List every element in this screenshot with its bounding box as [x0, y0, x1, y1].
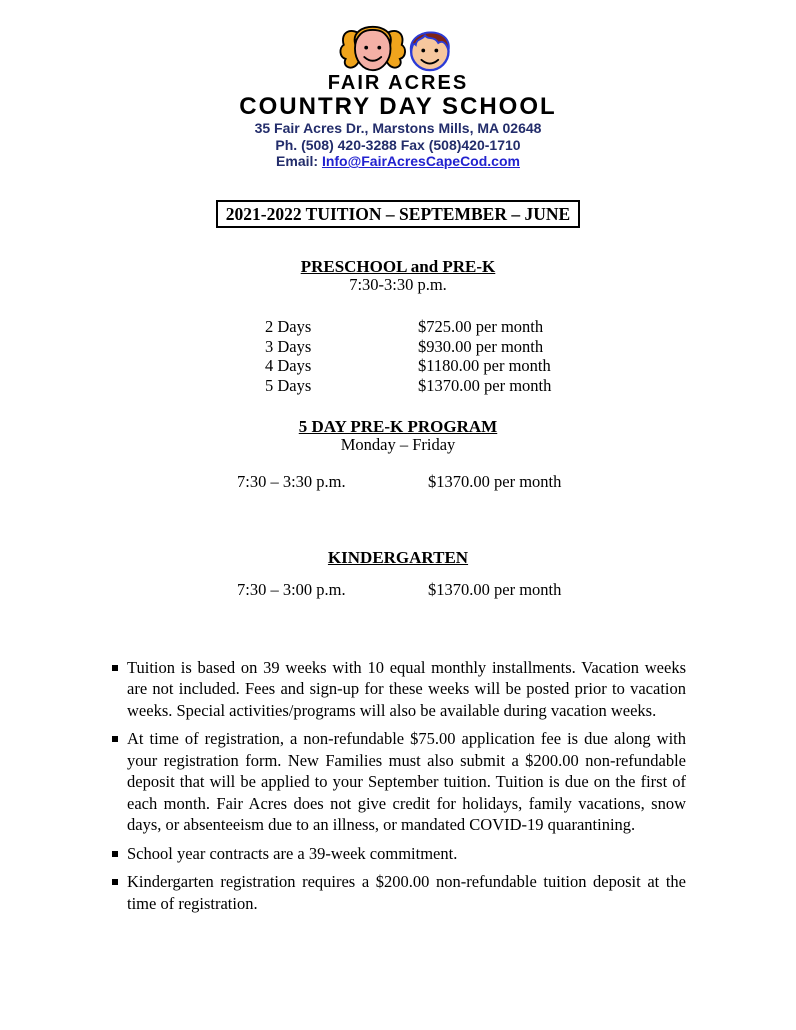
title-banner: 2021-2022 TUITION – SEPTEMBER – JUNE [216, 200, 580, 228]
note-item [112, 871, 686, 914]
email-line [0, 153, 796, 170]
row-value: $1180.00 per month [418, 356, 551, 375]
school-name-line1: FAIR ACRES [327, 72, 469, 94]
section-preschool [0, 258, 796, 396]
tuition-table-five-day [0, 472, 796, 492]
bullet-square-icon [112, 728, 127, 836]
note-text: Tuition is based on 39 weeks with 10 equal monthly installments. Vacation weeks are not included. Fees and sign-up for these weeks will be posted prior to vacation weeks. Special activities/programs will also be available during vacation weeks. [127, 657, 686, 720]
row-value: $1370.00 per month [418, 375, 552, 395]
section-heading-preschool: PRESCHOOL and PRE-K [300, 256, 496, 276]
school-phone-fax: Ph. (508) 420-3288 Fax (508)420-1710 [275, 136, 521, 153]
school-name-line2: COUNTRY DAY SCHOOL [239, 93, 557, 120]
note-item [112, 728, 686, 836]
row-label: 4 Days [265, 356, 312, 375]
school-logo-icon [323, 14, 473, 72]
school-address: 35 Fair Acres Dr., Marstons Mills, MA 02648 [254, 120, 542, 136]
girl-face-icon [340, 27, 405, 70]
letterhead [0, 0, 796, 170]
section-heading-kindergarten: KINDERGARTEN [327, 548, 469, 567]
title-banner-row [0, 200, 796, 228]
tuition-table-kindergarten [0, 580, 796, 600]
table-row [0, 356, 796, 376]
boy-face-icon [411, 32, 449, 70]
row-value: $930.00 per month [418, 336, 544, 356]
section-subheading-five-day: Monday – Friday [340, 435, 456, 454]
table-row [0, 317, 796, 337]
row-label: 5 Days [265, 375, 312, 395]
bullet-square-icon [112, 843, 127, 865]
section-heading-five-day: 5 DAY PRE-K PROGRAM [298, 417, 498, 436]
note-item [112, 657, 686, 722]
note-text: Kindergarten registration requires a $200.00 non-refundable tuition deposit at the time of registration. [127, 872, 686, 913]
bullet-square-icon [112, 871, 127, 914]
row-label: 7:30 – 3:30 p.m. [237, 471, 346, 491]
table-row [0, 580, 796, 600]
row-value: $1370.00 per month [428, 471, 562, 491]
row-label: 3 Days [265, 336, 312, 356]
section-kindergarten [0, 549, 796, 600]
section-subheading-preschool: 7:30-3:30 p.m. [349, 274, 447, 294]
notes-list [0, 657, 796, 915]
table-row [0, 472, 796, 492]
section-five-day-prek [0, 418, 796, 491]
row-value: $1370.00 per month [428, 580, 562, 599]
note-text: At time of registration, a non-refundable $75.00 application fee is due along with your registration form. New Families must also submit a $200.00 non-refundable deposit that will be applied to your September tuition. Tuition is due on the first of each month. Fair Acres does not give credit for holidays, family vacations, snow days, or absenteeism due to an illness, or mandated COVID-19 quarantining. [127, 729, 686, 834]
row-label: 2 Days [265, 317, 312, 336]
table-row [0, 337, 796, 357]
table-row [0, 376, 796, 396]
note-text: School year contracts are a 39-week commitment. [127, 843, 458, 863]
tuition-table-preschool [0, 317, 796, 395]
row-value: $725.00 per month [418, 317, 544, 336]
email-link[interactable]: Info@FairAcresCapeCod.com [321, 153, 520, 169]
note-item [112, 843, 686, 865]
bullet-square-icon [112, 657, 127, 722]
email-label: Email: [276, 153, 319, 169]
school-logo [0, 14, 796, 72]
row-label: 7:30 – 3:00 p.m. [237, 580, 346, 599]
